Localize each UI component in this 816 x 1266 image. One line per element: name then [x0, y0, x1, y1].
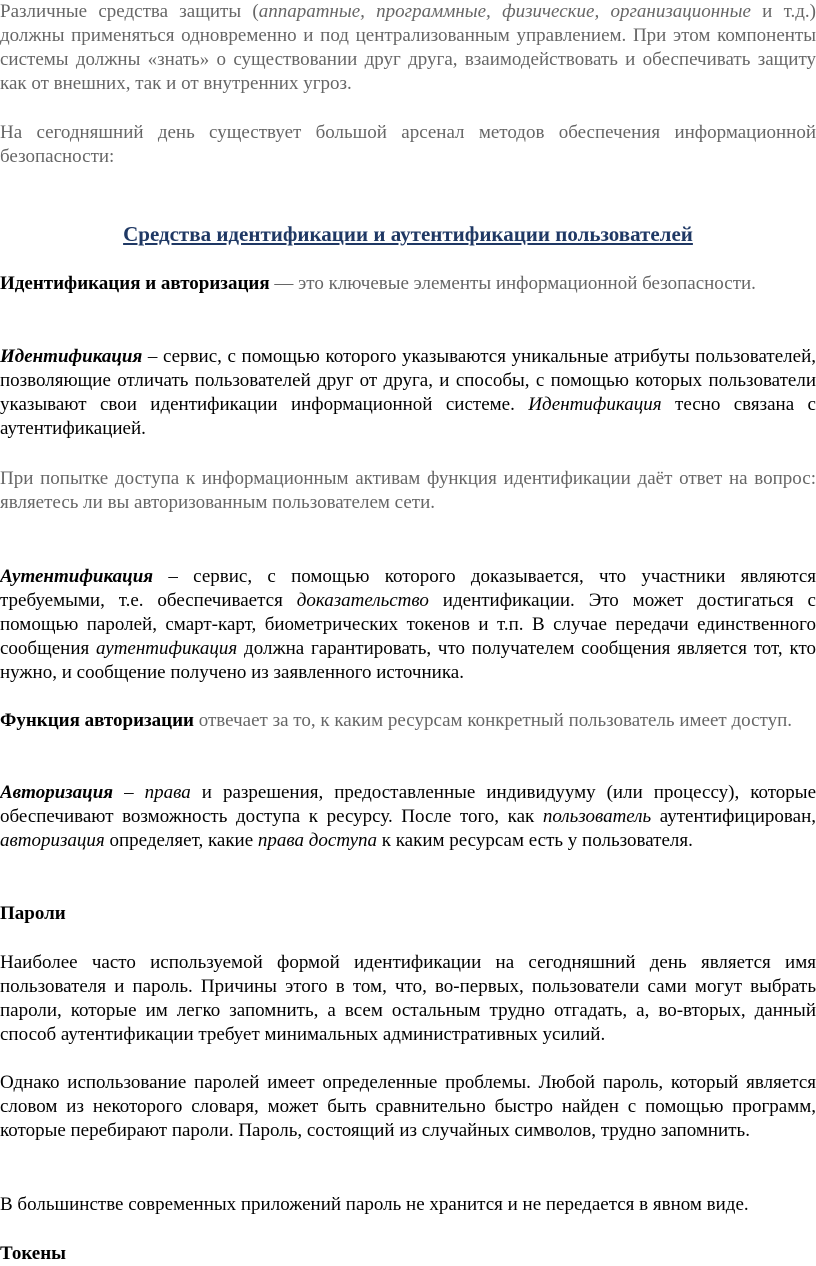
- passwords-heading-block: [0, 902, 816, 926]
- intro-text-italic: аппаратные, программные, физические, организационные: [258, 1, 751, 22]
- tokens-heading: Токены: [0, 1243, 67, 1264]
- intro-paragraph-2: На сегодняшний день существует большой арсенал методов обеспечения информационной безопасности:: [0, 122, 816, 167]
- passwords-paragraph-1: Наиболее часто используемой формой идентификации на сегодняшний день является имя пользователя и пароль. Причины этого в том, что, во-первых, пользователи сами могут выбрать пароли, которые им легко запомнить, а всем остальным трудно отгадать, а, во-вторых, данный способ аутентификации требует минимальных административных усилий.: [0, 952, 816, 1045]
- authorization-paragraph: [0, 781, 816, 853]
- intro-text-c: и т.д.) должны применяться одновременно и под централизованным управлением. При этом компоненты системы должны «знать» о существовании друг друга, взаимодействовать и обеспечивать защиту как от внешних, так и от внутренних угроз.: [0, 1, 816, 94]
- ident-auth-text: — это ключевые элементы информационной безопасности.: [269, 273, 756, 294]
- authentication-term: Аутентификация: [0, 566, 154, 587]
- authentication-text-2: идентификации. Это может достигаться с помощью паролей, смарт-карт, биометрических токенов и т.п. В случае передачи единственного сообщения: [0, 590, 816, 659]
- authz-function-term: Функция авторизации: [0, 710, 194, 731]
- passwords-paragraph-2: Однако использование паролей имеет определенные проблемы. Любой пароль, который является словом из некоторого словаря, может быть сравнительно быстро найден с помощью программ, которые перебирают пароли. Пароль, состоящий из случайных символов, трудно запомнить.: [0, 1072, 816, 1141]
- authorization-dash: –: [113, 782, 145, 803]
- authz-function-paragraph: [0, 709, 816, 733]
- identification-text-2: тесно связана с аутентификацией.: [0, 394, 816, 439]
- identification-term-2: Идентификация: [528, 394, 662, 415]
- authentication-text-3: должна гарантировать, что получателем сообщения является тот, кто нужно, и сообщение получено из заявленного источника.: [0, 638, 816, 683]
- identification-text-1: – сервис, с помощью которого указываются уникальные атрибуты пользователей, позволяющие отличать пользователей друг от друга, и способы, с помощью которых пользователи указывают свои идентификации информационной системе.: [0, 346, 816, 415]
- identification-paragraph: [0, 345, 816, 441]
- passwords-heading: Пароли: [0, 903, 66, 924]
- authorization-italic-3: авторизация: [0, 830, 105, 851]
- section-title: Средства идентификации и аутентификации пользователей: [123, 222, 693, 246]
- ident-auth-term: Идентификация и авторизация: [0, 273, 270, 294]
- access-note-paragraph: При попытке доступа к информационным активам функция идентификации даёт ответ на вопрос: являетесь ли вы авторизованным пользователем сети.: [0, 468, 816, 513]
- authorization-text-1: и разрешения, предоставленные индивидууму (или процессу), которые обеспечивают возможность доступа к ресурсу. После того, как: [0, 782, 816, 827]
- ident-auth-paragraph: [0, 272, 816, 296]
- identification-term: Идентификация: [0, 346, 143, 367]
- authorization-term: Авторизация: [0, 782, 114, 803]
- intro-text-a: Различные средства защиты (: [0, 1, 259, 22]
- section-heading-block: [0, 221, 816, 247]
- authentication-italic-2: аутентификация: [96, 638, 238, 659]
- tokens-heading-block: [0, 1242, 816, 1266]
- passwords-paragraph-3: В большинстве современных приложений пароль не хранится и не передается в явном виде.: [0, 1194, 749, 1215]
- authorization-text-2: аутентифицирован,: [651, 806, 816, 827]
- authorization-text-3: определяет, какие: [104, 830, 258, 851]
- authentication-paragraph: [0, 565, 816, 685]
- authorization-italic-1: права: [144, 782, 191, 803]
- intro-paragraph-1: [0, 0, 816, 96]
- authorization-text-4: к каким ресурсам есть у пользователя.: [377, 830, 693, 851]
- authorization-italic-4: права доступа: [257, 830, 377, 851]
- authentication-text-1: – сервис, с помощью которого доказывается, что участники являются требуемыми, т.е. обеспечивается: [0, 566, 816, 611]
- authentication-italic-1: доказательство: [296, 590, 429, 611]
- authorization-italic-2: пользователь: [542, 806, 652, 827]
- authz-function-text: отвечает за то, к каким ресурсам конкретный пользователь имеет доступ.: [194, 710, 792, 731]
